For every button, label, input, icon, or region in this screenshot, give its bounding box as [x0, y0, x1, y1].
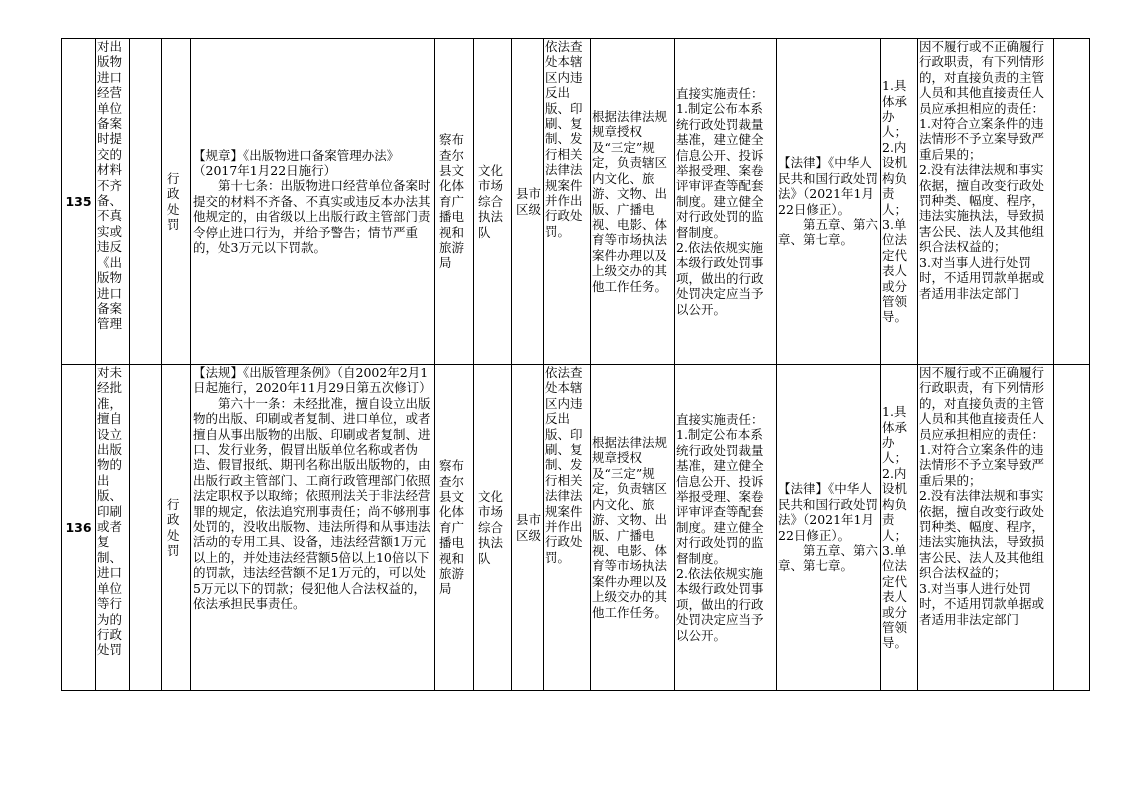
enforcement-unit: 文化市场综合执法队 — [478, 162, 504, 240]
remarks-cell — [1054, 365, 1090, 691]
category: 行政处罚 — [167, 170, 180, 232]
department: 察布查尔县文化体育广播电视和旅游局 — [439, 132, 465, 271]
responsibility-cell — [544, 365, 591, 691]
penalty-law: 【法律】《中华人民共和国行政处罚法》（2021年1月22日修正）。 第五章、第六章、第七章。 — [778, 481, 879, 574]
category-cell — [162, 39, 191, 365]
item-name-cell — [96, 39, 130, 365]
subject-cell — [881, 365, 918, 691]
penalty-law: 【法律】《中华人民共和国行政处罚法》（2021年1月22日修正）。 第五章、第六章、第七章。 — [778, 155, 879, 248]
duty-basis: 根据法律法规规章授权及“三定”规定，负责辖区内文化、旅游、文物、出版、广播电视、电影、体育等市场执法案件办理以及上级交办的其他工作任务。 — [592, 109, 668, 294]
remarks-cell — [1054, 39, 1090, 365]
row-number: 135 — [62, 39, 96, 365]
basis-cell — [191, 365, 435, 691]
responsible-subject: 1.具体承办人； 2.内设机构负责人； 3.单位法定代表人或分管领导。 — [882, 78, 908, 325]
measures-cell — [675, 365, 777, 691]
responsible-subject: 1.具体承办人； 2.内设机构负责人； 3.单位法定代表人或分管领导。 — [882, 404, 908, 651]
responsibility: 依法查处本辖区内违反出版、印刷、复制、发行相关法律法规案件并作出行政处罚。 — [545, 39, 583, 239]
power-list-table — [61, 38, 1090, 691]
sub-item-cell — [130, 365, 162, 691]
sub-item-cell — [130, 39, 162, 365]
department: 察布查尔县文化体育广播电视和旅游局 — [439, 458, 465, 597]
accountability: 因不履行或不正确履行行政职责，有下列情形的，对直接负责的主管人员和其他直接责任人员应承担相应的责任： 1.对符合立案条件的违法情形不予立案导致严重后果的； 2.没有法律法规和事实依据，擅自改变行政处罚种类、幅度、程序，违法实施执法，导致损害公民、法人及其他组织合法权益的； 3.对当事人进行处罚时，不适用罚款单据或者适用非法定部门 — [919, 39, 1045, 301]
measures-cell — [675, 39, 777, 365]
responsibility-cell — [544, 39, 591, 365]
category: 行政处罚 — [167, 496, 180, 558]
duty-basis-cell — [591, 365, 675, 691]
measures: 直接实施责任： 1.制定公布本系统行政处罚裁量基准，建立健全信息公开、投诉举报受理、案卷评审评查等配套制度。建立健全对行政处罚的监督制度。 2.依法依规实施本级行政处罚事项，做出的行政处罚决定应当予以公开。 — [676, 85, 764, 317]
law-cell — [777, 39, 881, 365]
table-row — [62, 365, 1090, 691]
department-cell — [435, 365, 474, 691]
row-number: 136 — [62, 365, 96, 691]
item-name-cell — [96, 365, 130, 691]
table-row — [62, 39, 1090, 365]
department-cell — [435, 39, 474, 365]
basis-cell — [191, 39, 435, 365]
legal-basis: 【规章】《出版物进口备案管理办法》（2017年1月22日施行） 第十七条：出版物进口经营单位备案时提交的材料不齐备、不真实或违反本办法其他规定的，由省级以上出版行政主管部门责令停止进口行为，并给予警告；情节严重的，处3万元以下罚款。 — [193, 147, 431, 256]
measures: 直接实施责任： 1.制定公布本系统行政处罚裁量基准，建立健全信息公开、投诉举报受理、案卷评审评查等配套制度。建立健全对行政处罚的监督制度。 2.依法依规实施本级行政处罚事项，做出的行政处罚决定应当予以公开。 — [676, 411, 764, 643]
unit-cell — [474, 39, 512, 365]
law-cell — [777, 365, 881, 691]
legal-basis: 【法规】《出版管理条例》（自2002年2月1日起施行，2020年11月29日第五次修订） 第六十一条：未经批准，擅自设立出版物的出版、印刷或者复制、进口单位，或者擅自从事出版物的出版、印刷或者复制、进口、发行业务，假冒出版单位名称或者伪造、假冒报纸、期刊名称出版出版物的，由出版行政主管部门、工商行政管理部门依照法定职权予以取缔；依照刑法关于非法经营罪的规定，依法追究刑事责任；尚不够刑事处罚的，没收出版物、违法所得和从事违法活动的专用工具、设备，违法经营额1万元以上的，并处违法经营额5倍以上10倍以下的罚款，违法经营额不足1万元的，可以处5万元以下的罚款；侵犯他人合法权益的，依法承担民事责任。 — [193, 365, 432, 612]
level-cell — [512, 39, 544, 365]
level: 县市区级 — [516, 512, 542, 543]
accountability: 因不履行或不正确履行行政职责，有下列情形的，对直接负责的主管人员和其他直接责任人员应承担相应的责任： 1.对符合立案条件的违法情形不予立案导致严重后果的； 2.没有法律法规和事实依据，擅自改变行政处罚种类、幅度、程序，违法实施执法，导致损害公民、法人及其他组织合法权益的； 3.对当事人进行处罚时，不适用罚款单据或者适用非法定部门 — [919, 365, 1045, 627]
category-cell — [162, 365, 191, 691]
item-name: 对出版物进口经营单位备案时提交的材料不齐备、不真实或违反《出版物进口备案管理 — [97, 39, 123, 332]
level: 县市区级 — [516, 186, 542, 217]
accountability-cell — [918, 39, 1054, 365]
responsibility: 依法查处本辖区内违反出版、印刷、复制、发行相关法律法规案件并作出行政处罚。 — [545, 365, 583, 565]
duty-basis-cell — [591, 39, 675, 365]
accountability-cell — [918, 365, 1054, 691]
unit-cell — [474, 365, 512, 691]
enforcement-unit: 文化市场综合执法队 — [478, 488, 504, 566]
level-cell — [512, 365, 544, 691]
subject-cell — [881, 39, 918, 365]
duty-basis: 根据法律法规规章授权及“三定”规定，负责辖区内文化、旅游、文物、出版、广播电视、电影、体育等市场执法案件办理以及上级交办的其他工作任务。 — [592, 435, 668, 620]
item-name: 对未经批准，擅自设立出版物的出版、印刷或者复制、进口单位等行为的行政处罚 — [97, 365, 123, 658]
